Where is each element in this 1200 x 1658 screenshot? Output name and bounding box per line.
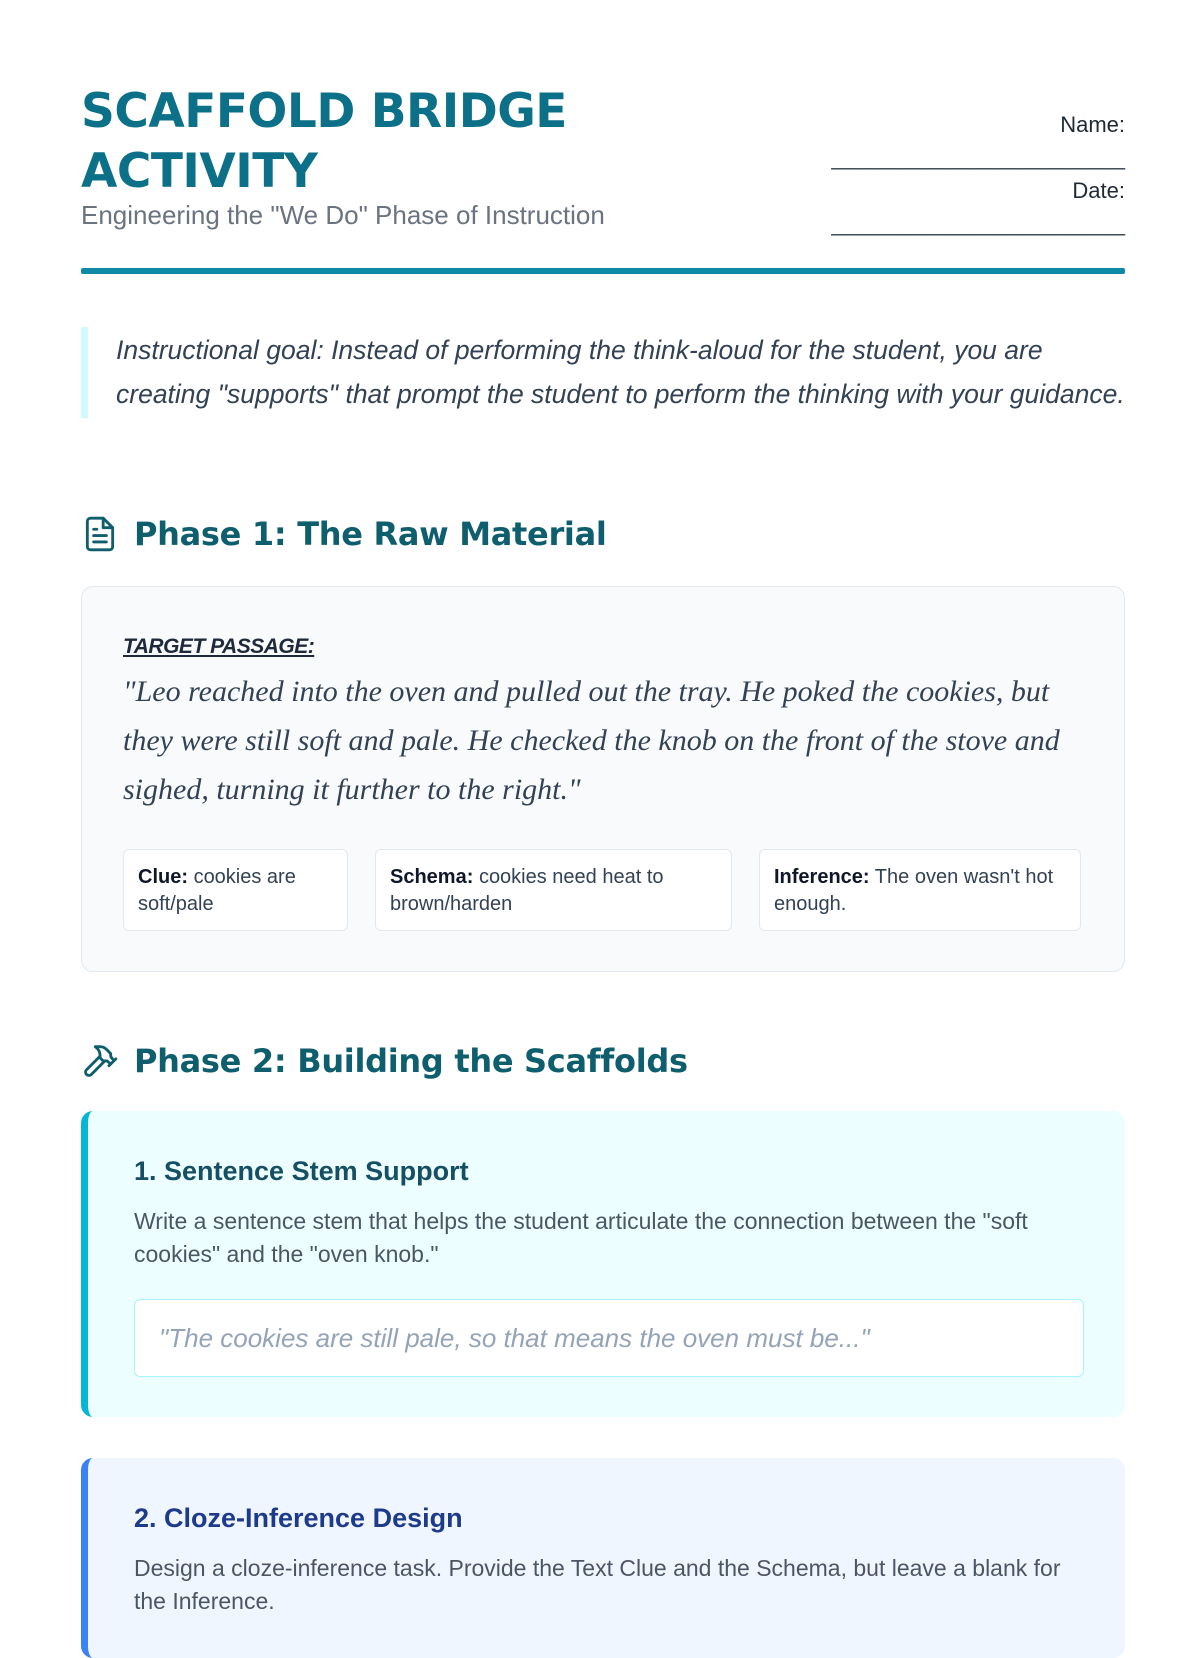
instructional-goal: Instructional goal: Instead of performing the think-aloud for the student, you are creating "supports" that prompt the student to perform the thinking with your guidance.: [81, 327, 1125, 418]
card-title: 1. Sentence Stem Support: [134, 1156, 469, 1186]
sentence-stem-input[interactable]: "The cookies are still pale, so that means the oven must be...": [134, 1299, 1084, 1377]
chip-label: Inference:: [774, 866, 870, 888]
passage-text: "Leo reached into the oven and pulled out the tray. He poked the cookies, but they were still soft and pale. He checked the knob on the front of the stove and sighed, turning it further to the right.": [123, 675, 1060, 806]
phase2-heading: [81, 1042, 688, 1080]
phase2-title: Phase 2: Building the Scaffolds: [134, 1042, 688, 1080]
phase1-title: Phase 1: The Raw Material: [134, 515, 607, 553]
card-description: Design a cloze-inference task. Provide the Text Clue and the Schema, but leave a blank for the Inference.: [134, 1555, 1061, 1614]
phase1-heading: [81, 515, 607, 553]
page-title: SCAFFOLD BRIDGE ACTIVITY: [81, 84, 567, 199]
page-subtitle: Engineering the "We Do" Phase of Instruction: [81, 200, 605, 230]
chip-text: cookies are soft/pale: [138, 866, 296, 915]
inference-chip: [759, 849, 1081, 931]
name-label: Name:: [1060, 112, 1125, 137]
card-title: 2. Cloze-Inference Design: [134, 1503, 463, 1533]
header: [81, 76, 1125, 272]
date-label: Date:: [1072, 178, 1125, 203]
cloze-inference-card: [81, 1458, 1125, 1658]
schema-chip: [375, 849, 732, 931]
header-divider: [81, 268, 1125, 274]
card-description: Write a sentence stem that helps the student articulate the connection between the "soft cookies" and the "oven knob.": [134, 1208, 1028, 1267]
name-date-fields: [831, 108, 1125, 240]
chip-text: The oven wasn't hot enough.: [774, 866, 1054, 915]
chip-label: Clue:: [138, 866, 188, 888]
document-icon: [81, 515, 119, 553]
passage-label: TARGET PASSAGE:: [123, 635, 315, 658]
name-blank[interactable]: ________________________: [831, 145, 1125, 170]
clue-chip: [123, 849, 348, 931]
chip-label: Schema:: [390, 866, 474, 888]
sentence-stem-card: [81, 1111, 1125, 1417]
date-blank[interactable]: ________________________: [831, 211, 1125, 236]
clue-chips: [123, 849, 1083, 933]
chip-text: cookies need heat to brown/harden: [390, 866, 664, 915]
passage-card: [81, 586, 1125, 972]
hammer-icon: [81, 1042, 119, 1080]
